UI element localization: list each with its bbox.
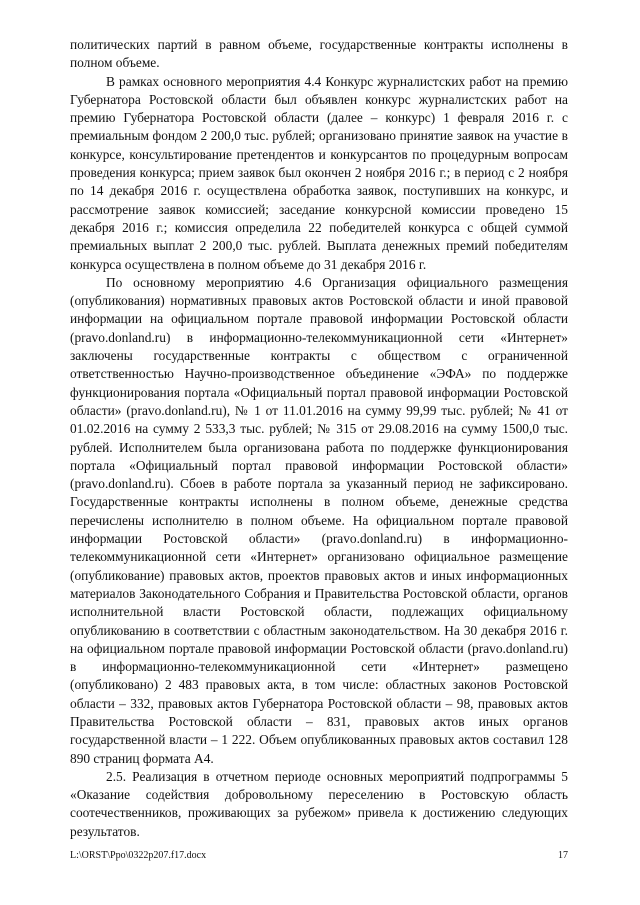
paragraph-4: 2.5. Реализация в отчетном периоде основных мероприятий подпрограммы 5 «Оказание содействия добровольному переселению в Ростовскую область соотечественников, проживающих за рубежом» привела к достижению следующих результатов. (70, 768, 568, 839)
document-body (70, 36, 568, 841)
page-number: 17 (558, 850, 568, 861)
footer-file-path: L:\ORST\Ppo\0322p207.f17.docx (70, 850, 207, 861)
paragraph-1: политических партий в равном объеме, государственные контракты исполнены в полном объеме. (70, 37, 568, 71)
paragraph-2: В рамках основного мероприятия 4.4 Конкурс журналистских работ на премию Губернатора Ростовской области был объявлен конкурс журналистских работ на премию Губернатора Ростовской области (далее – конкурс) 1 февраля 2016 г. с премиальным фондом 2 200,0 тыс. рублей; организовано принятие заявок на участие в конкурсе, консультирование претендентов и конкурсантов по процедурным вопросам проведения конкурса; прием заявок был окончен 2 ноября 2016 г.; в период с 2 ноября по 14 декабря 2016 г. осуществлена обработка заявок, поступивших на конкурс, и рассмотрение заявок комиссией; заседание конкурсной комиссии проведено 15 декабря 2016 г.; комиссия определила 22 победителей конкурса с общей суммой премиальных выплат 2 200,0 тыс. рублей. Выплата денежных премий победителям конкурса осуществлена в полном объеме до 31 декабря 2016 г. (70, 73, 568, 272)
paragraph-3: По основному мероприятию 4.6 Организация официального размещения (опубликования) нормативных правовых актов Ростовской области и иной правовой информации на официальном портале правовой информации Ростовской области (pravo.donland.ru) в информационно-телекоммуникационной сети «Интернет» заключены государственные контракты с обществом с ограниченной ответственностью Научно-производственное объединение «ЭФА» по поддержке функционирования портала «Официальный портал правовой информации Ростовской области» (pravo.donland.ru), № 1 от 11.01.2016 на сумму 99,99 тыс. рублей; № 41 от 01.02.2016 на сумму 2 533,3 тыс. рублей; № 315 от 29.08.2016 на сумму 1500,0 тыс. рублей. Исполнителем была организована работа по поддержке функционирования портала «Официальный портал правовой информации Ростовской области» (pravo.donland.ru). Сбоев в работе портала за указанный период не зафиксировано. Государственные контракты исполнены в полном объеме, денежные средства перечислены исполнителю в полном объеме. На официальном портале правовой информации Ростовской области» (pravo.donland.ru) в информационно-телекоммуникационной сети «Интернет» организовано официальное размещение (опубликование) правовых актов, проектов правовых актов и иных информационных материалов Законодательного Собрания и Правительства Ростовской области, органов исполнительной власти Ростовской области, подлежащих официальному опубликованию в соответствии с областным законодательством. На 30 декабря 2016 г. на официальном портале правовой информации Ростовской области (pravo.donland.ru) в информационно-телекоммуникационной сети «Интернет» размещено (опубликовано) 2 483 правовых акта, в том числе: областных законов Ростовской области – 332, правовых актов Губернатора Ростовской области – 98, правовых актов Правительства Ростовской области – 831, правовых актов иных органов государственной власти – 1 222. Объем опубликованных правовых актов составил 128 890 страниц формата А4. (70, 274, 568, 766)
